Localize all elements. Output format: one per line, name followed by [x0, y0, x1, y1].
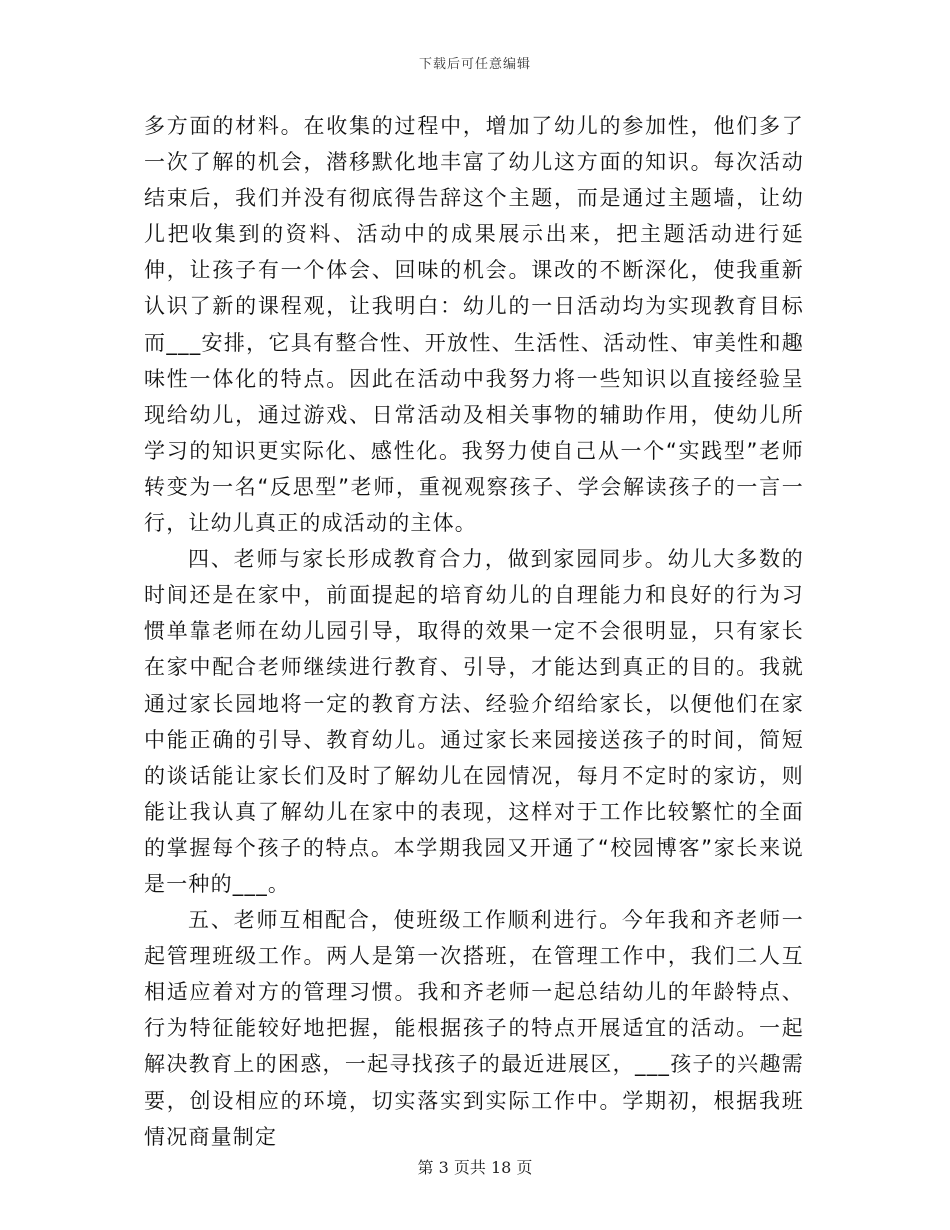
paragraph-1: 多方面的材料。在收集的过程中，增加了幼儿的参加性，他们多了一次了解的机会，潜移默化地丰富了幼儿这方面的知识。每次活动结束后，我们并没有彻底得告辞这个主题，而是通过主题墙，让幼儿把收集到的资料、活动中的成果展示出来，把主题活动进行延伸，让孩子有一个体会、回味的机会。课改的不断深化，使我重新认识了新的课程观，让我明白：幼儿的一日活动均为实现教育目标而___安排，它具有整合性、开放性、生活性、活动性、审美性和趣味性一体化的特点。因此在活动中我努力将一些知识以直接经验呈现给幼儿，通过游戏、日常活动及相关事物的辅助作用，使幼儿所学习的知识更实际化、感性化。我努力使自己从一个“实践型”老师转变为一名“反思型”老师，重视观察孩子、学会解读孩子的一言一行，让幼儿真正的成活动的主体。 — [144, 114, 804, 536]
page-header: 下载后可任意编辑 — [418, 57, 531, 72]
document-body — [144, 108, 804, 1155]
paragraph-3: 五、老师互相配合，使班级工作顺利进行。今年我和齐老师一起管理班级工作。两人是第一次搭班，在管理工作中，我们二人互相适应着对方的管理习惯。我和齐老师一起总结幼儿的年龄特点、行为特征能较好地把握，能根据孩子的特点开展适宜的活动。一起解决教育上的困惑，一起寻找孩子的最近进展区，___孩子的兴趣需要，创设相应的环境，切实落实到实际工作中。学期初，根据我班情况商量制定 — [144, 908, 804, 1149]
paragraph-2: 四、老师与家长形成教育合力，做到家园同步。幼儿大多数的时间还是在家中，前面提起的培育幼儿的自理能力和良好的行为习惯单靠老师在幼儿园引导，取得的效果一定不会很明显，只有家长在家中配合老师继续进行教育、引导，才能达到真正的目的。我就通过家长园地将一定的教育方法、经验介绍给家长，以便他们在家中能正确的引导、教育幼儿。通过家长来园接送孩子的时间，简短的谈话能让家长们及时了解幼儿在园情况，每月不定时的家访，则能让我认真了解幼儿在家中的表现，这样对于工作比较繁忙的全面的掌握每个孩子的特点。本学期我园又开通了“校园博客”家长来说是一种的___。 — [144, 547, 804, 896]
page-footer: 第 3 页共 18 页 — [417, 1158, 533, 1177]
